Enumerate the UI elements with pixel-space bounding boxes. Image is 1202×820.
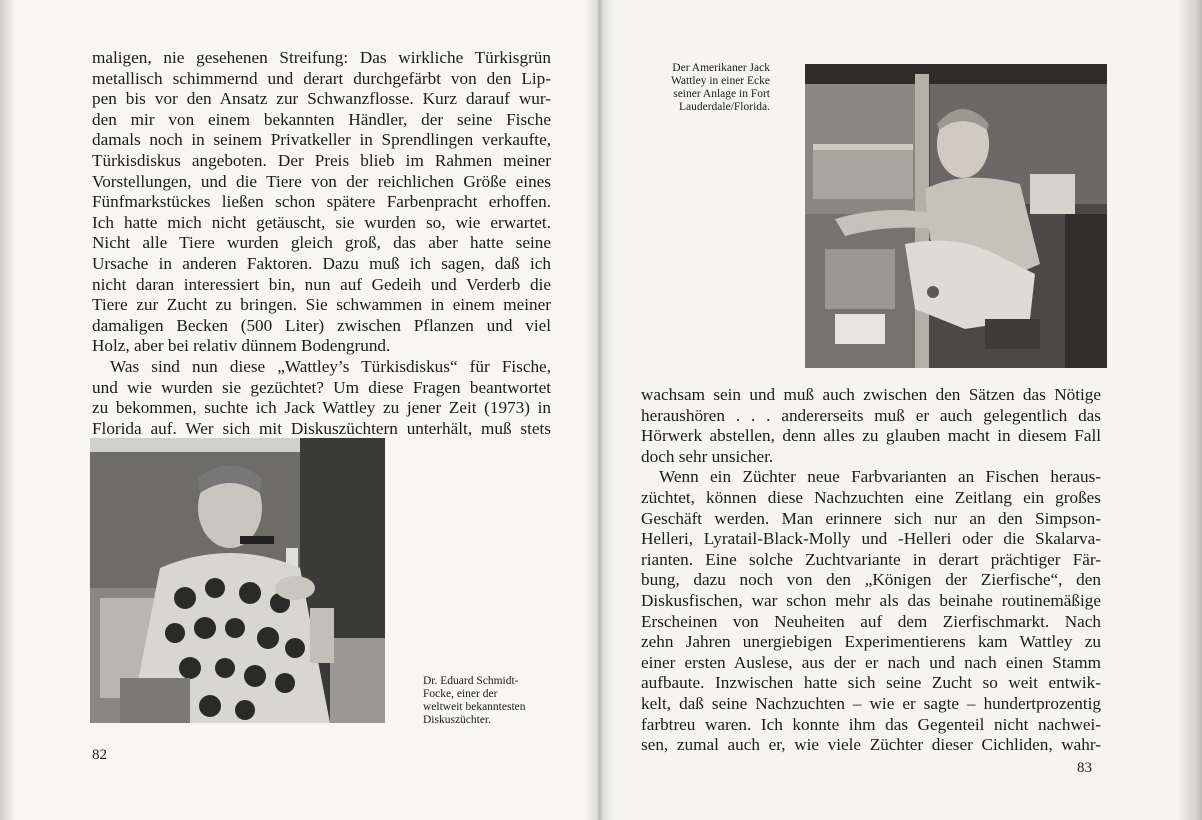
caption-line: Diskuszüchter.: [423, 714, 492, 726]
text-line: Was sind nun diese „Wattley’s Türkisdiskus“ für Fische,: [110, 356, 551, 376]
text-line: Holz, aber bei relativ dünnem Bodengrund.: [92, 336, 391, 356]
photo-schmidt-focke-illustration: [90, 438, 385, 723]
text-line: und wie wurden sie gezüchtet? Um diese Fragen beantwortet: [92, 377, 551, 397]
text-line: Nicht alle Tiere wurden gleich groß, das aber hatte seine: [92, 233, 551, 253]
text-line: nicht daran interessiert bin, nun auf Gedeih und Verderb die: [92, 274, 551, 294]
caption-line: Wattley in einer Ecke: [670, 75, 770, 87]
book-spine-shadow: [585, 0, 615, 820]
text-line: zu bekommen, suchte ich Jack Wattley zu jener Zeit (1973) in: [92, 398, 551, 418]
photo-schmidt-focke: [90, 438, 385, 723]
caption-line: Der Amerikaner Jack: [672, 62, 770, 74]
caption-line: weltweit bekanntesten: [423, 701, 526, 713]
text-line: Erscheinen von Neuheiten auf dem Zierfischmarkt. Nach: [641, 611, 1101, 631]
caption-line: Focke, einer der: [423, 688, 498, 700]
text-line: damaligen Becken (500 Liter) zwischen Pflanzen und viel: [92, 315, 551, 335]
text-line: aufbaute. Inzwischen hatte sich seine Zucht so weit entwik-: [641, 673, 1101, 693]
text-line: metallisch schimmernd und derart durchgefärbt von den Lip-: [92, 68, 551, 88]
text-line: Ursache in anderen Faktoren. Dazu muß ich sagen, daß ich: [92, 253, 551, 273]
photo-jack-wattley: [805, 64, 1107, 368]
text-line: Hörwerk abstellen, denn alles zu glauben macht in diesem Fall: [641, 426, 1101, 446]
text-line: Türkisdiskus angeboten. Der Preis blieb im Rahmen meiner: [92, 150, 551, 170]
caption-line: Dr. Eduard Schmidt-: [423, 675, 519, 687]
text-line: Helleri, Lyratail-Black-Molly und -Helleri oder die Skalarva-: [641, 529, 1101, 549]
photo-jack-wattley-illustration: [805, 64, 1107, 368]
text-line: Geschäft werden. Man erinnere sich nur an den Simpson-: [641, 508, 1101, 528]
right-page-body-text: [641, 385, 1101, 756]
page-number-left: 82: [92, 747, 107, 763]
page-edge-left: [0, 0, 14, 820]
text-line: maligen, nie gesehenen Streifung: Das wirkliche Türkisgrün: [92, 48, 551, 67]
text-line: Diskusfischen, war schon mehr als das beinahe routinemäßige: [641, 590, 1101, 610]
text-line: doch sehr unsicher.: [641, 446, 774, 466]
text-line: kelt, daß seine Nachzuchten – wie er sagte – hundertprozentig: [641, 693, 1101, 713]
text-line: heraushören . . . andererseits muß er auch gelegentlich das: [641, 405, 1101, 425]
text-line: wachsam sein und muß auch zwischen den Sätzen das Nötige: [641, 385, 1101, 404]
caption-line: seiner Anlage in Fort: [673, 88, 770, 100]
text-line: züchtet, können diese Nachzuchten eine Zeitlang ein großes: [641, 487, 1101, 507]
text-line: Fünfmarkstückes ließen schon spätere Farbenpracht erhoffen.: [92, 192, 551, 212]
left-page-body-text: [92, 48, 551, 439]
text-line: farbtreu waren. Ich konnte ihm das Gegenteil nicht nachwei-: [641, 714, 1101, 734]
text-line: den mir von einem bekannten Händler, der seine Fische: [92, 109, 551, 129]
text-line: Ich hatte mich nicht getäuscht, sie wurden so, wie erwartet.: [92, 212, 551, 232]
photo-caption-left: [423, 675, 573, 727]
page-number-right: 83: [1077, 760, 1092, 776]
text-line: damals noch in seinem Privatkeller in Sprendlingen verkaufte,: [92, 130, 551, 150]
text-line: rianten. Eine solche Zuchtvariante in derart prächtiger Fär-: [641, 549, 1101, 569]
text-line: sen, zumal auch er, wie viele Züchter dieser Cichliden, wahr-: [641, 735, 1101, 755]
caption-line: Lauderdale/Florida.: [678, 101, 770, 113]
text-line: Tiere zur Zucht zu bringen. Sie schwammen in einem meiner: [92, 295, 551, 315]
text-line: bung, dazu noch von den „Königen der Zierfische“, den: [641, 570, 1101, 590]
photo-caption-right: [640, 62, 770, 114]
text-line: pen bis vor den Ansatz zur Schwanzflosse. Kurz darauf wur-: [92, 89, 551, 109]
text-line: zehn Jahren unergiebigen Experimentierens kam Wattley zu: [641, 632, 1101, 652]
text-line: Wenn ein Züchter neue Farbvarianten an Fischen heraus-: [659, 467, 1101, 487]
text-line: Vorstellungen, und die Tiere von der reichlichen Größe eines: [92, 171, 551, 191]
page-edge-right: [1178, 0, 1202, 820]
text-line: Florida auf. Wer sich mit Diskuszüchtern unterhält, muß stets: [92, 418, 551, 438]
text-line: einer ersten Auslese, aus der er nach und nach einen Stamm: [641, 652, 1101, 672]
